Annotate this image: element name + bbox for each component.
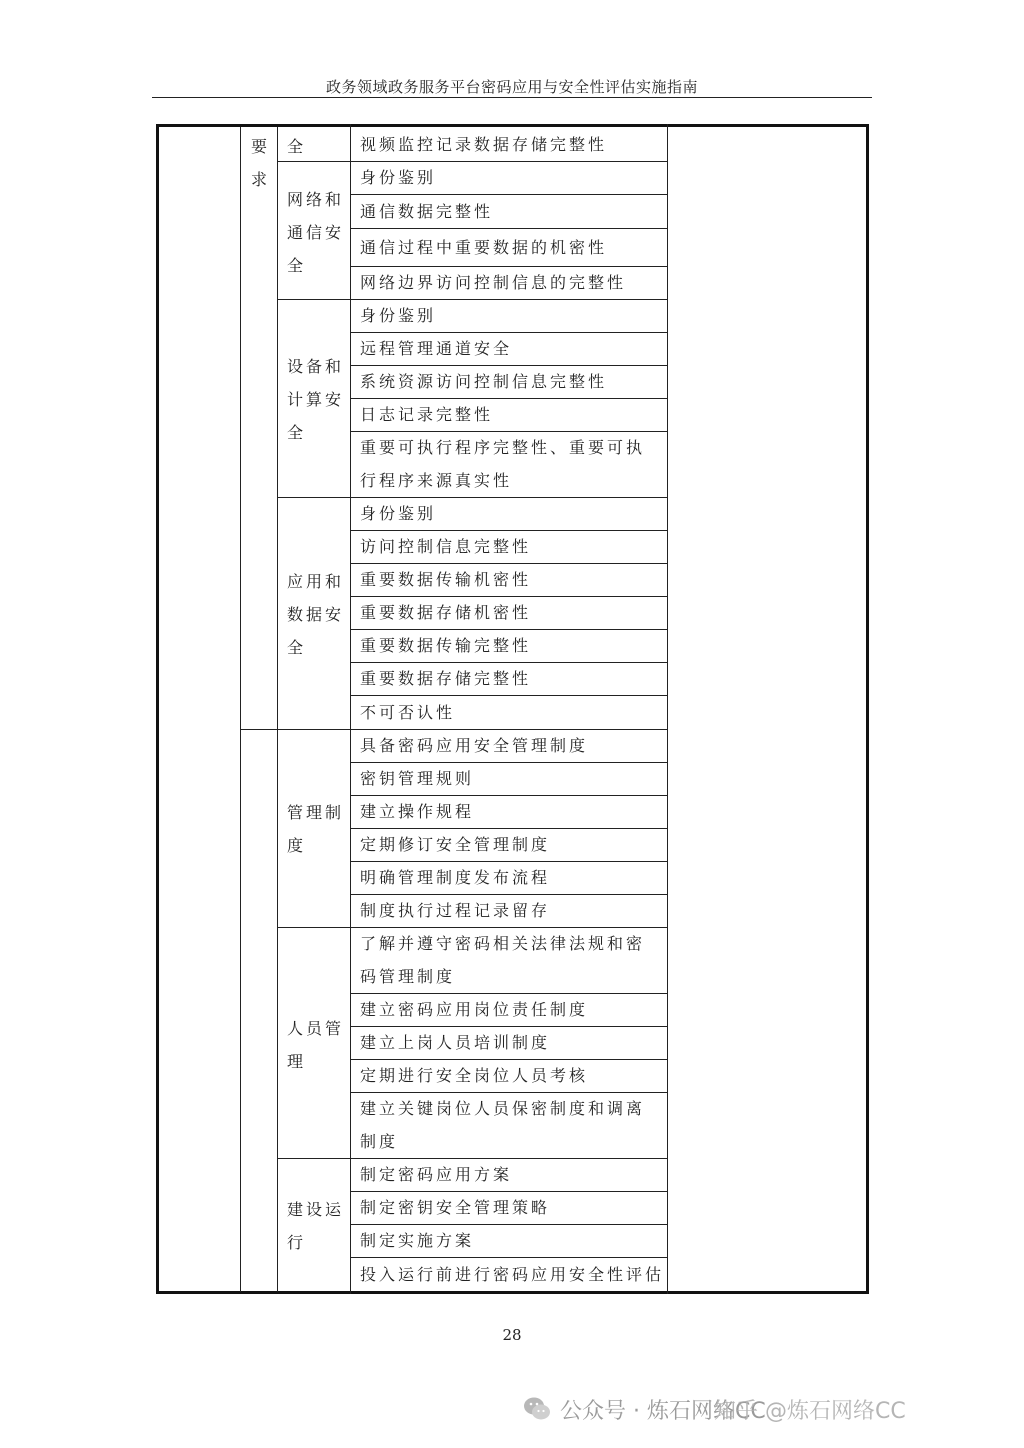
- row-divider: [350, 1092, 667, 1093]
- table-cell-item: 身份鉴别: [360, 306, 437, 325]
- row-divider: [350, 1158, 667, 1159]
- table-cell-item: 制定密钥安全管理策略: [360, 1198, 551, 1217]
- row-divider: [350, 596, 667, 597]
- row-divider: [350, 828, 667, 829]
- page-number: 28: [502, 1326, 522, 1344]
- table-cell-item: 具备密码应用安全管理制度: [360, 736, 589, 755]
- header-rule: [152, 97, 872, 98]
- table-cell-item: 密钥管理规则: [360, 769, 475, 788]
- table-cell-item: 明确管理制度发布流程: [360, 868, 551, 887]
- group-divider: [277, 1158, 350, 1159]
- row-divider: [350, 563, 667, 564]
- row-divider: [350, 927, 667, 928]
- row-divider: [350, 530, 667, 531]
- table-cell-item: 网络边界访问控制信息的完整性: [360, 273, 627, 292]
- row-divider: [350, 861, 667, 862]
- watermark-text: 公众号 · 炼石网络CC: [560, 1399, 766, 1424]
- group-divider: [277, 497, 350, 498]
- group-label: 全: [287, 137, 307, 156]
- table-cell-item: 访问控制信息完整性: [360, 537, 532, 556]
- wechat-icon: [522, 1394, 552, 1424]
- group-label: 人员管理: [287, 1019, 345, 1071]
- table-cell-item: 建立操作规程: [360, 802, 475, 821]
- column-divider: [240, 127, 241, 1292]
- row-divider: [350, 365, 667, 366]
- table-cell-item: 了解并遵守密码相关法律法规和密码管理制度: [360, 934, 646, 986]
- table-cell-item: 重要可执行程序完整性、重要可执行程序来源真实性: [360, 438, 646, 490]
- table-cell-item: 系统资源访问控制信息完整性: [360, 372, 608, 391]
- table-cell-item: 重要数据存储完整性: [360, 669, 532, 688]
- group-divider: [277, 729, 350, 730]
- watermark: [522, 1390, 1002, 1430]
- requirement-side-label: 要 求: [250, 137, 267, 189]
- row-divider: [350, 762, 667, 763]
- row-divider: [350, 1191, 667, 1192]
- table-cell-item: 制定密码应用方案: [360, 1165, 513, 1184]
- column-divider: [277, 127, 278, 1292]
- table-cell-item: 制定实施方案: [360, 1231, 475, 1250]
- table-cell-item: 视频监控记录数据存储完整性: [360, 135, 608, 154]
- table-cell-item: 建立上岗人员培训制度: [360, 1033, 551, 1052]
- table-cell-item: 制度执行过程记录留存: [360, 901, 551, 920]
- row-divider: [350, 894, 667, 895]
- row-divider: [350, 194, 667, 195]
- row-divider: [350, 299, 667, 300]
- group-label: 设备和计算安全: [287, 357, 345, 442]
- table-cell-item: 投入运行前进行密码应用安全性评估: [360, 1265, 665, 1284]
- row-divider: [350, 629, 667, 630]
- table-cell-item: 身份鉴别: [360, 168, 437, 187]
- row-divider: [350, 695, 667, 696]
- row-divider: [350, 662, 667, 663]
- group-label: 网络和通信安全: [287, 190, 345, 275]
- section-divider: [240, 729, 277, 730]
- table-cell-item: 通信数据完整性: [360, 202, 494, 221]
- group-divider: [277, 161, 350, 162]
- row-divider: [350, 431, 667, 432]
- table-cell-item: 通信过程中重要数据的机密性: [360, 238, 608, 257]
- column-divider: [667, 124, 668, 1294]
- row-divider: [350, 228, 667, 229]
- table-cell-item: 重要数据存储机密性: [360, 603, 532, 622]
- group-label: 管理制度: [287, 803, 345, 855]
- watermark-overlay-text: 知乎 @炼石网络CC: [714, 1399, 906, 1424]
- group-divider: [277, 927, 350, 928]
- group-divider: [277, 299, 350, 300]
- row-divider: [350, 161, 667, 162]
- table-cell-item: 定期修订安全管理制度: [360, 835, 551, 854]
- table-cell-item: 日志记录完整性: [360, 405, 494, 424]
- group-label: 建设运行: [287, 1200, 345, 1252]
- page-header-title: 政务领域政务服务平台密码应用与安全性评估实施指南: [325, 78, 698, 96]
- table-cell-item: 不可否认性: [360, 703, 456, 722]
- row-divider: [350, 497, 667, 498]
- table-cell-item: 远程管理通道安全: [360, 339, 513, 358]
- table-cell-item: 建立关键岗位人员保密制度和调离制度: [360, 1099, 646, 1151]
- row-divider: [350, 1224, 667, 1225]
- table-cell-item: 建立密码应用岗位责任制度: [360, 1000, 589, 1019]
- table-cell-item: 身份鉴别: [360, 504, 437, 523]
- row-divider: [350, 398, 667, 399]
- row-divider: [350, 1257, 667, 1258]
- row-divider: [350, 266, 667, 267]
- table-cell-item: 定期进行安全岗位人员考核: [360, 1066, 589, 1085]
- row-divider: [350, 795, 667, 796]
- row-divider: [350, 1026, 667, 1027]
- row-divider: [350, 332, 667, 333]
- table-cell-item: 重要数据传输完整性: [360, 636, 532, 655]
- table-cell-item: 重要数据传输机密性: [360, 570, 532, 589]
- row-divider: [350, 993, 667, 994]
- row-divider: [350, 1059, 667, 1060]
- group-label: 应用和数据安全: [287, 572, 345, 657]
- row-divider: [350, 729, 667, 730]
